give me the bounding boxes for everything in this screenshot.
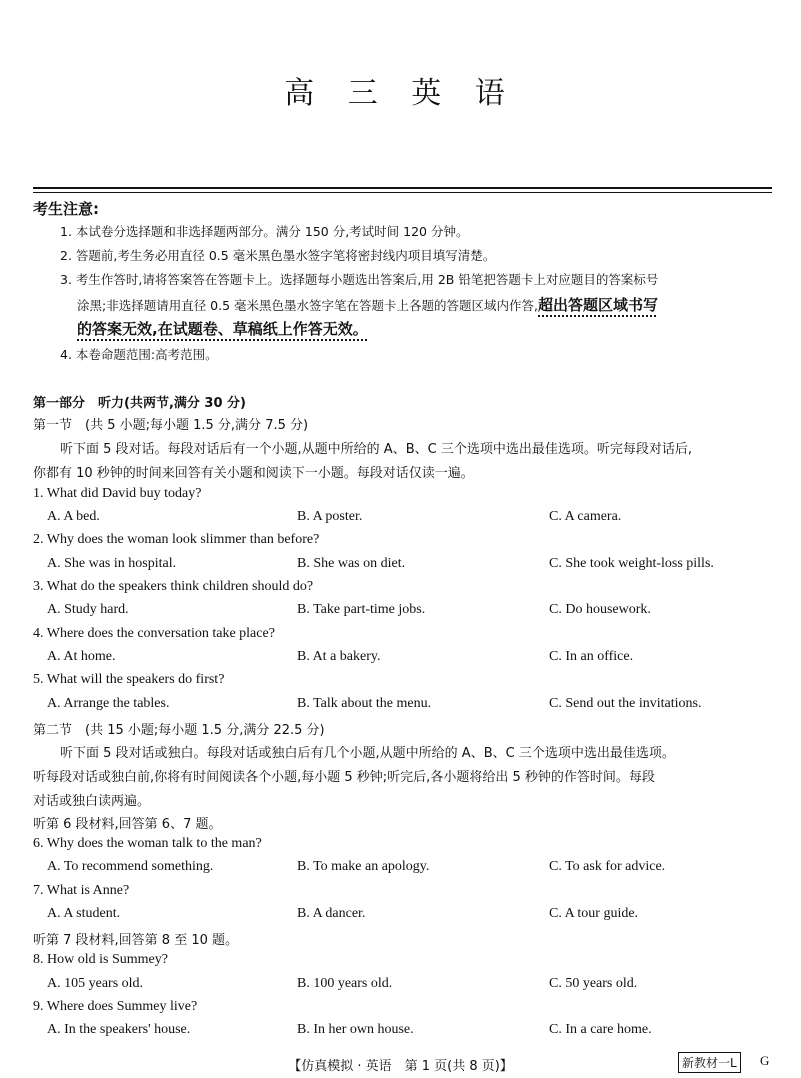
- question-4: 4. Where does the conversation take place?: [33, 626, 275, 641]
- question-1: 1. What did David buy today?: [33, 486, 202, 501]
- q1-option-a: A. A bed.: [47, 509, 100, 524]
- page-title: 高 三 英 语: [284, 76, 517, 111]
- q5-option-b: B. Talk about the menu.: [297, 696, 432, 711]
- q8-option-c: C. 50 years old.: [549, 976, 638, 991]
- question-5: 5. What will the speakers do first?: [33, 672, 225, 687]
- header-rule-thin: [33, 192, 772, 193]
- notice-emphasis-1: 超出答题区域书写: [538, 296, 659, 314]
- notice-item-4: 4. 本卷命题范围:高考范围。: [60, 347, 218, 362]
- question-3: 3. What do the speakers think children should do?: [33, 579, 314, 594]
- q8-option-b: B. 100 years old.: [297, 976, 393, 991]
- section1-instructions-1: 听下面 5 段对话。每段对话后有一个小题,从题中所给的 A、B、C 三个选项中选出最佳选项。听完每段对话后,: [60, 442, 692, 457]
- notice-heading: 考生注意:: [33, 200, 99, 218]
- q7-option-c: C. A tour guide.: [549, 906, 639, 921]
- question-8: 8. How old is Summey?: [33, 952, 168, 967]
- q2-option-b: B. She was on diet.: [297, 556, 406, 571]
- q5-option-c: C. Send out the invitations.: [549, 696, 702, 711]
- q1-option-b: B. A poster.: [297, 509, 363, 524]
- q7-option-b: B. A dancer.: [297, 906, 366, 921]
- q9-option-a: A. In the speakers' house.: [47, 1022, 191, 1037]
- section2-heading: 第二节 (共 15 小题;每小题 1.5 分,满分 22.5 分): [33, 723, 325, 738]
- part1-heading: 第一部分 听力(共两节,满分 30 分): [33, 396, 246, 411]
- notice-item-1: 1. 本试卷分选择题和非选择题两部分。满分 150 分,考试时间 120 分钟。: [60, 224, 469, 239]
- notice-item-3: 3. 考生作答时,请将答案答在答题卡上。选择题每小题选出答案后,用 2B 铅笔把答题卡上对应题目的答案标号: [60, 272, 659, 287]
- q4-option-a: A. At home.: [47, 649, 116, 664]
- q9-option-b: B. In her own house.: [297, 1022, 414, 1037]
- section1-heading: 第一节 (共 5 小题;每小题 1.5 分,满分 7.5 分): [33, 418, 309, 433]
- question-7: 7. What is Anne?: [33, 883, 130, 898]
- page-footer: 【仿真模拟 · 英语 第 1 页(共 8 页)】: [288, 1059, 513, 1074]
- q9-option-c: C. In a care home.: [549, 1022, 652, 1037]
- q3-option-c: C. Do housework.: [549, 602, 651, 617]
- section2-instructions-1: 听下面 5 段对话或独白。每段对话或独白后有几个小题,从题中所给的 A、B、C 三个选项中选出最佳选项。: [60, 746, 675, 761]
- notice-item-2: 2. 答题前,考生务必用直径 0.5 毫米黑色墨水签字笔将密封线内项目填写清楚。: [60, 248, 496, 263]
- notice-emphasis-2: 的答案无效,在试题卷、草稿纸上作答无效。: [77, 320, 368, 338]
- material-note-7: 听第 7 段材料,回答第 8 至 10 题。: [33, 933, 239, 948]
- section2-instructions-2: 听每段对话或独白前,你将有时间阅读各个小题,每小题 5 秒钟;听完后,各小题将给出 5 秒钟的作答时间。每段: [33, 770, 655, 785]
- q3-option-b: B. Take part-time jobs.: [297, 602, 426, 617]
- q6-option-b: B. To make an apology.: [297, 859, 430, 874]
- q3-option-a: A. Study hard.: [47, 602, 129, 617]
- question-6: 6. Why does the woman talk to the man?: [33, 836, 262, 851]
- notice-item-3-continued: [77, 294, 658, 315]
- q5-option-a: A. Arrange the tables.: [47, 696, 170, 711]
- q2-option-c: C. She took weight-loss pills.: [549, 556, 714, 571]
- question-9: 9. Where does Summey live?: [33, 999, 198, 1014]
- section2-instructions-3: 对话或独白读两遍。: [33, 794, 151, 809]
- q7-option-a: A. A student.: [47, 906, 121, 921]
- q2-option-a: A. She was in hospital.: [47, 556, 177, 571]
- q4-option-c: C. In an office.: [549, 649, 634, 664]
- edition-badge: 新教材一L: [678, 1052, 741, 1073]
- edition-suffix: G: [760, 1053, 770, 1068]
- q6-option-c: C. To ask for advice.: [549, 859, 666, 874]
- q8-option-a: A. 105 years old.: [47, 976, 144, 991]
- section1-instructions-2: 你都有 10 秒钟的时间来回答有关小题和阅读下一小题。每段对话仅读一遍。: [33, 466, 474, 481]
- header-rule-thick: [33, 187, 772, 189]
- q4-option-b: B. At a bakery.: [297, 649, 381, 664]
- material-note-6: 听第 6 段材料,回答第 6、7 题。: [33, 817, 222, 832]
- q1-option-c: C. A camera.: [549, 509, 622, 524]
- notice-item-3-line2: 涂黑;非选择题请用直径 0.5 毫米黑色墨水签字笔在答题卡上各题的答题区域内作答,: [77, 298, 539, 313]
- question-2: 2. Why does the woman look slimmer than before?: [33, 532, 320, 547]
- q6-option-a: A. To recommend something.: [47, 859, 214, 874]
